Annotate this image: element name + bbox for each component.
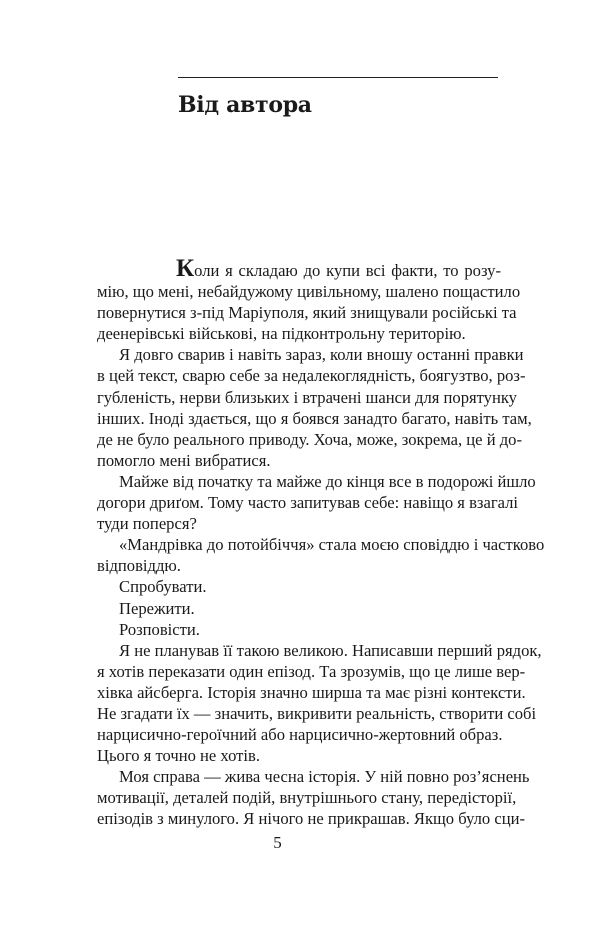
line-text: мотивації, деталей подій, внутрішнього стану, передісторії, [97, 788, 517, 808]
line-text: оли я складаю до купи всі факти, то розу- [194, 261, 501, 280]
text-line [97, 255, 501, 282]
line-text: Розповісти. [119, 619, 200, 639]
text-line [97, 640, 542, 661]
text-line [97, 703, 537, 724]
text-line [97, 281, 521, 302]
text-line [97, 619, 501, 640]
line-text: Моя справа — жива чесна історія. У ній повно роз’яснень [119, 767, 530, 787]
text-line [97, 724, 501, 745]
text-line [97, 787, 517, 808]
text-line [97, 408, 532, 429]
text-line [97, 808, 526, 829]
drop-cap: К [176, 255, 195, 282]
text-line [97, 429, 522, 450]
text-line [97, 387, 517, 408]
text-line [97, 302, 517, 323]
text-line [97, 534, 545, 555]
text-line [97, 745, 501, 766]
text-line [97, 598, 501, 619]
line-text: епізодів з минулого. Я нічого не прикрашав. Якщо було сци- [97, 809, 526, 829]
text-line [97, 576, 501, 597]
line-text: Я довго сварив і навіть зараз, коли вношу останні правки [119, 345, 524, 365]
text-line [97, 365, 526, 386]
line-text: Не згадати їх — значить, викривити реальність, створити собі [97, 703, 537, 723]
chapter-title: Від автора [178, 92, 312, 118]
body-text [97, 255, 545, 830]
line-text: Спробувати. [119, 577, 207, 597]
line-text: деенерівські військові, на підконтрольну територію. [97, 324, 466, 344]
line-text: мію, що мені, небайдужому цивільному, шалено пощастило [97, 282, 521, 302]
text-line [97, 471, 536, 492]
text-line [97, 661, 526, 682]
page-number: 5 [273, 833, 282, 852]
line-text: Майже від початку та майже до кінця все в подорожі йшло [119, 471, 536, 491]
text-line [97, 555, 501, 576]
line-text: хівка айсберга. Історія значно ширша та має різні контексти. [97, 682, 526, 702]
line-text: губленість, нерви близьких і втрачені шанси для порятунку [97, 387, 517, 407]
line-text: помогло мені вибратися. [97, 450, 271, 470]
line-text: Пережити. [119, 598, 195, 618]
text-line [97, 513, 501, 534]
text-line [97, 450, 501, 471]
line-text: туди поперся? [97, 514, 197, 534]
line-text: повернутися з-під Маріуполя, який знищували російські та [97, 303, 517, 323]
text-line [97, 344, 524, 365]
line-text: в цей текст, сварю себе за недалекоглядність, боягузтво, роз- [97, 366, 526, 386]
line-text: «Мандрівка до потойбіччя» стала моєю сповіддю і частково [119, 535, 545, 555]
text-line [97, 323, 501, 344]
text-line [97, 492, 519, 513]
line-text: я хотів переказати один епізод. Та зрозумів, що це лише вер- [97, 661, 526, 681]
line-text: нарцисично-героїчний або нарцисично-жертовний образ. [97, 725, 503, 745]
line-text: догори дриґом. Тому часто запитував себе: навіщо я взагалі [97, 493, 519, 513]
chapter-rule [178, 77, 498, 78]
text-line [97, 682, 526, 703]
text-line [97, 766, 530, 787]
line-text: інших. Іноді здається, що я боявся занадто багато, навіть там, [97, 408, 532, 428]
line-text: де не було реального приводу. Хоча, може, зокрема, це й до- [97, 429, 522, 449]
line-text: Цього я точно не хотів. [97, 746, 261, 766]
line-text: Я не планував її такою великою. Написавши перший рядок, [119, 640, 542, 660]
line-text: відповіддю. [97, 556, 181, 576]
